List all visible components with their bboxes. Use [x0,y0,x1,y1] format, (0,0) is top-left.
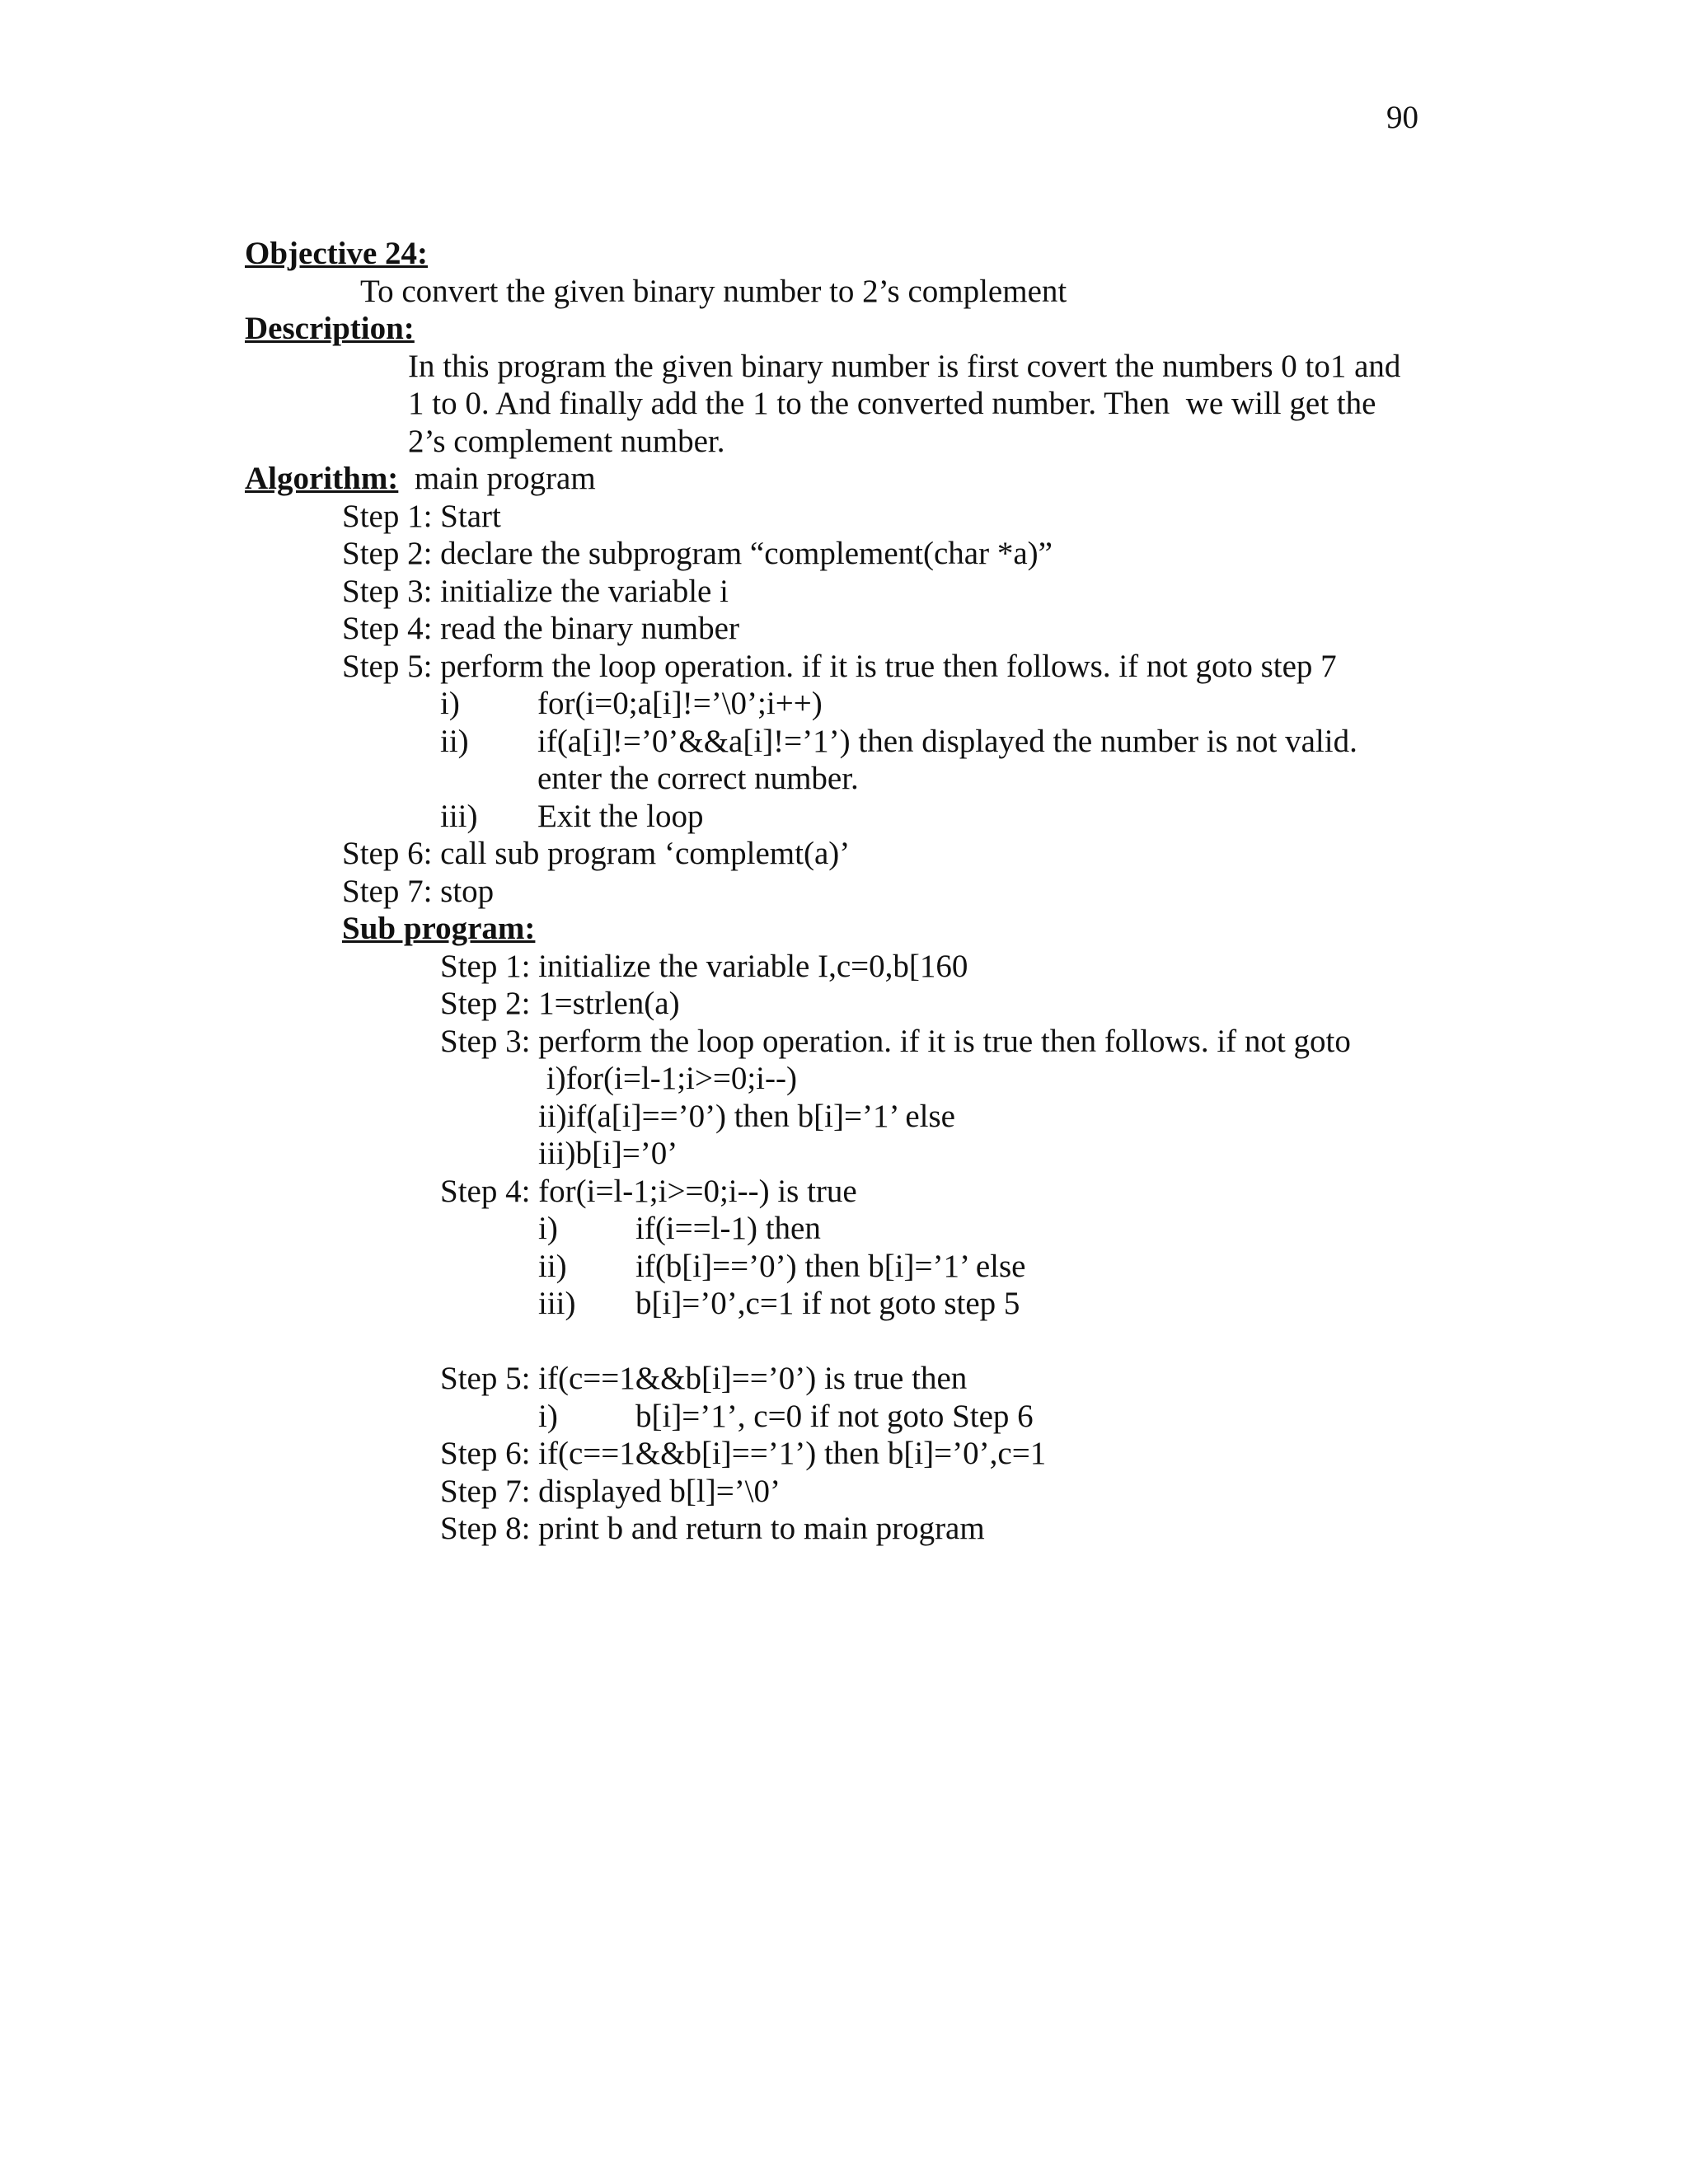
roman-numeral: ii) [538,1249,567,1284]
item-text: if(b[i]==’0’) then b[i]=’1’ else [635,1249,1026,1284]
step3-item: i)for(i=l-1;i>=0;i--) [538,1061,797,1096]
step4-item [538,1285,1020,1323]
item-text: if(i==l-1) then [635,1211,821,1246]
subprogram-step: Step 1: initialize the variable I,c=0,b[160 [440,949,968,984]
roman-numeral: i) [538,1211,558,1246]
subprogram-step: Step 7: displayed b[l]=’\0’ [440,1474,781,1509]
item-text: for(i=0;a[i]!=’\0’;i++) [537,686,823,721]
algorithm-step: Step 1: Start [342,499,501,534]
page-number: 90 [1386,100,1418,135]
algorithm-title-line [245,460,596,498]
subprogram-heading: Sub program: [342,911,536,946]
objective-text: To convert the given binary number to 2’s complement [360,274,1067,309]
description-line: In this program the given binary number is first covert the numbers 0 to1 and [408,349,1401,384]
roman-numeral: i) [538,1399,558,1434]
step4-item [538,1210,821,1248]
item-text: Exit the loop [537,799,704,834]
step5-sub-item [538,1398,1034,1436]
algorithm-step: Step 2: declare the subprogram “complement(char *a)” [342,536,1053,571]
roman-numeral: i) [440,686,460,721]
subprogram-step: Step 6: if(c==1&&b[i]==’1’) then b[i]=’0’,c=1 [440,1436,1047,1471]
algorithm-step: Step 4: read the binary number [342,611,739,646]
objective-heading: Objective 24: [245,236,429,271]
subprogram-step: Step 5: if(c==1&&b[i]==’0’) is true then [440,1361,968,1396]
roman-numeral: iii) [440,799,478,834]
algorithm-step: Step 5: perform the loop operation. if it is true then follows. if not goto step 7 [342,649,1337,684]
item-text: b[i]=’1’, c=0 if not goto Step 6 [635,1399,1034,1434]
description-line: 2’s complement number. [408,424,725,459]
roman-numeral: iii) [538,1286,576,1321]
subprogram-step: Step 3: perform the loop operation. if it is true then follows. if not goto [440,1024,1351,1059]
algorithm-heading: Algorithm: [245,461,399,496]
item-text: b[i]=’0’,c=1 if not goto step 5 [635,1286,1020,1321]
subprogram-step: Step 4: for(i=l-1;i>=0;i--) is true [440,1174,857,1209]
step5-item [440,685,823,723]
algorithm-subtitle: main program [414,461,596,496]
description-heading: Description: [245,311,415,346]
item-text: enter the correct number. [537,761,859,796]
step5-item [440,723,1357,761]
algorithm-step: Step 6: call sub program ‘complemt(a)’ [342,836,851,871]
description-line: 1 to 0. And finally add the 1 to the converted number. Then we will get the [408,386,1376,421]
step4-item [538,1248,1025,1286]
algorithm-step: Step 7: stop [342,874,495,909]
roman-numeral: ii) [440,724,469,759]
step3-item: ii)if(a[i]==’0’) then b[i]=’1’ else [538,1099,955,1134]
step5-item [440,798,703,836]
algorithm-step: Step 3: initialize the variable i [342,574,729,609]
step3-item: iii)b[i]=’0’ [538,1136,678,1171]
step5-item [440,760,859,798]
subprogram-step: Step 8: print b and return to main program [440,1511,985,1546]
subprogram-step: Step 2: 1=strlen(a) [440,986,680,1021]
item-text: if(a[i]!=’0’&&a[i]!=’1’) then displayed the number is not valid. [537,724,1357,759]
